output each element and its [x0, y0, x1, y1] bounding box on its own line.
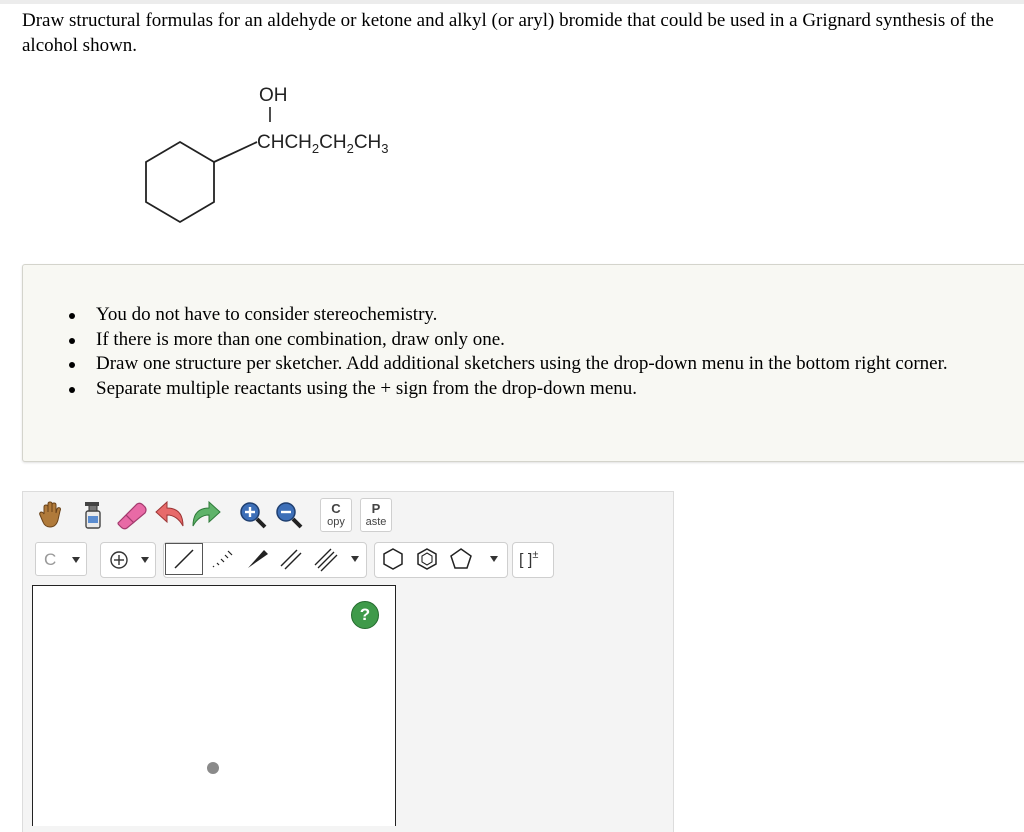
top-divider: [0, 0, 1024, 4]
help-button[interactable]: ?: [351, 601, 379, 629]
cyclohexane-button[interactable]: [378, 543, 408, 575]
plus-circle-icon: [107, 548, 131, 572]
spray-bottle-icon: [78, 500, 108, 530]
eraser-icon: [115, 500, 149, 530]
solid-wedge-icon: [244, 546, 270, 572]
hand-icon: [36, 500, 66, 530]
undo-button[interactable]: [152, 498, 188, 532]
chevron-down-icon: [72, 557, 80, 563]
redo-arrow-icon: [189, 500, 223, 530]
single-bond-icon: [171, 546, 197, 572]
hexagon-icon: [381, 547, 405, 571]
ring-to-carbinol-bond: [214, 142, 257, 162]
charge-selector[interactable]: [100, 542, 156, 578]
bracket-label: [519, 549, 538, 569]
wedge-bond-button[interactable]: [240, 543, 274, 575]
triple-bond-button[interactable]: [308, 543, 344, 575]
triple-bond-icon: [313, 546, 339, 572]
canvas-cursor-dot: [207, 762, 219, 774]
atom-selector[interactable]: [35, 542, 87, 576]
undo-arrow-icon: [153, 500, 187, 530]
cyclopentane-button[interactable]: [446, 543, 476, 575]
instructions-panel: [22, 264, 1024, 462]
bracket-button[interactable]: [512, 542, 554, 578]
paste-button[interactable]: [360, 498, 392, 532]
question-text: Draw structural formulas for an aldehyde or ketone and alkyl (or aryl) bromide that could be used in a Grignard synthesis of the alcohol shown.: [22, 10, 994, 56]
instruction-item: If there is more than one combination, draw only one.: [96, 328, 1016, 353]
hand-tool-button[interactable]: [34, 498, 68, 532]
chevron-down-icon[interactable]: [351, 556, 359, 562]
paste-button-initial: P: [371, 501, 381, 516]
hydroxyl-label: OH: [259, 85, 288, 106]
instructions-list: [96, 303, 1016, 401]
hashed-wedge-icon: [209, 546, 235, 572]
zoom-out-button[interactable]: [272, 498, 306, 532]
chevron-down-icon: [141, 557, 149, 563]
side-chain-label: $CHCH_2CH_2CH_3$: [257, 132, 389, 156]
benzene-button[interactable]: [412, 543, 442, 575]
instruction-item: You do not have to consider stereochemistry.: [96, 303, 1016, 328]
eraser-tool-button[interactable]: [114, 498, 150, 532]
clean-tool-button[interactable]: [76, 498, 110, 532]
drawing-canvas[interactable]: [32, 585, 396, 826]
alcohol-structure: [140, 78, 460, 258]
copy-button[interactable]: [320, 498, 352, 532]
atom-selector-label: C: [44, 550, 57, 569]
copy-button-initial: C: [331, 501, 341, 516]
single-bond-button[interactable]: [165, 543, 203, 575]
zoom-in-icon: [238, 500, 268, 530]
zoom-out-icon: [274, 500, 304, 530]
instruction-item: Draw one structure per sketcher. Add additional sketchers using the drop-down menu in the bottom right corner.: [96, 352, 1016, 377]
double-bond-icon: [278, 546, 304, 572]
copy-button-rest: opy: [327, 516, 345, 528]
bracket-charge-symbol: ±: [532, 549, 539, 561]
zoom-in-button[interactable]: [236, 498, 270, 532]
pentagon-icon: [449, 547, 473, 571]
hashed-bond-button[interactable]: [205, 543, 239, 575]
benzene-ring-icon: [415, 547, 439, 571]
double-bond-button[interactable]: [274, 543, 308, 575]
redo-button[interactable]: [188, 498, 224, 532]
paste-button-rest: aste: [365, 516, 387, 528]
chevron-down-icon[interactable]: [490, 556, 498, 562]
instruction-item: Separate multiple reactants using the + sign from the drop-down menu.: [96, 377, 1016, 402]
cyclohexane-ring: [146, 142, 214, 222]
bracket-symbol: [ ]: [519, 551, 533, 569]
